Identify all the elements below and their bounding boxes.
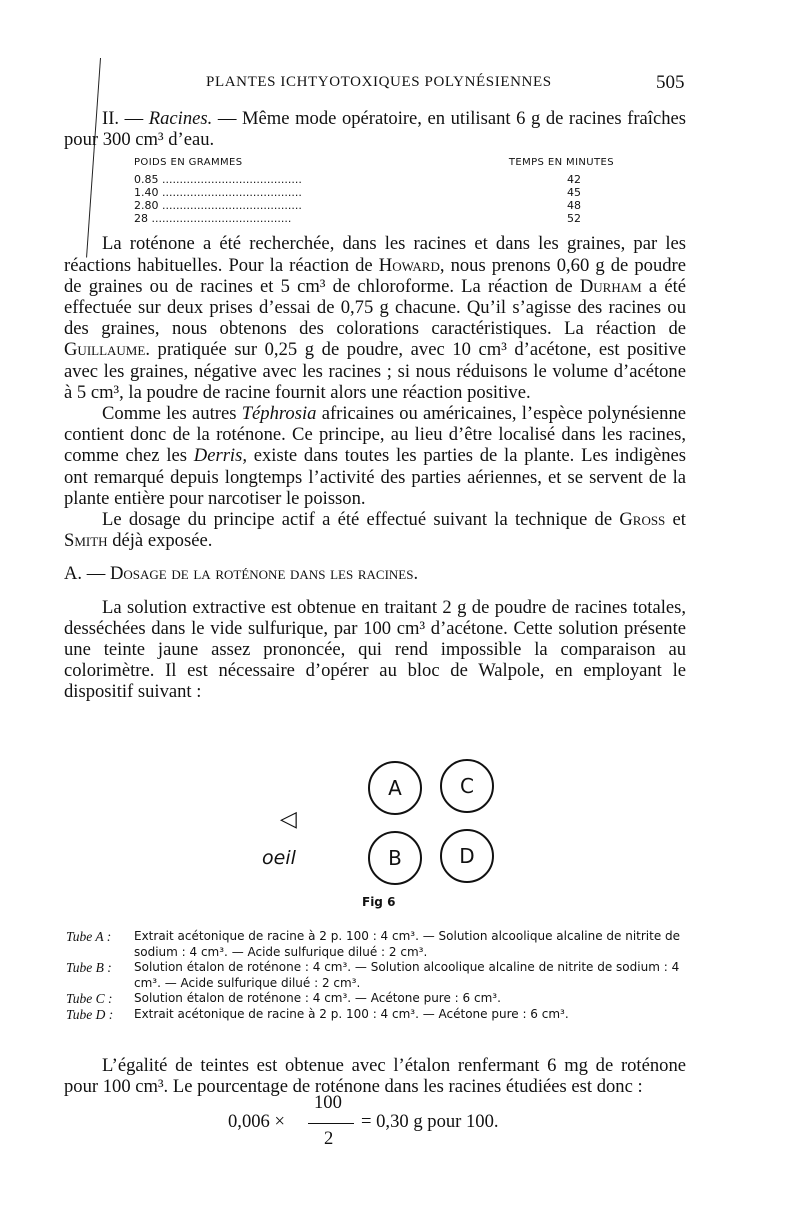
section-a-title: Dosage de la roténone dans les racines. (109, 563, 419, 585)
column-header-time: TEMPS EN MINUTES (508, 157, 614, 169)
section-ii-text: — Même mode opératoire, en utilisant 6 g de racines fraîches pour 300 cm³ d’eau. (64, 108, 686, 151)
taxon-derris: Derris, (193, 445, 247, 467)
time-cell: 48 (567, 199, 581, 213)
weight-cell: 2.80 (134, 199, 159, 213)
section-number: II. — (102, 108, 149, 129)
formula-denominator: 2 (324, 1128, 334, 1149)
table-row: 2.80 ........................................ 48 (134, 199, 604, 212)
paragraph-result: L’égalité de teintes est obtenue avec l’étalon renfermant 6 mg de roténone pour 100 cm³. Le pourcentage de roténone dans les racines étudiées est donc : (64, 1054, 686, 1097)
fraction-bar (308, 1123, 354, 1124)
author-howard: Howard (378, 254, 440, 276)
section-heading: Racines. (148, 108, 213, 129)
figure-legend (66, 929, 696, 1022)
figure-caption: Fig 6 (362, 895, 396, 909)
table-header (134, 156, 614, 169)
legend-item: Tube D : Extrait acétonique de racine à 2 p. 100 : 4 cm³. — Acétone pure : 6 cm³. (66, 1006, 569, 1022)
running-header (0, 72, 800, 100)
formula-factor: 0,006 × (228, 1111, 285, 1132)
table-row: 1.40 ........................................ 45 (134, 186, 604, 199)
eye-icon: ◁ (280, 807, 297, 832)
legend-item: Tube C : Solution étalon de roténone : 4 cm³. — Acétone pure : 6 cm³. (66, 991, 501, 1006)
tube-b-circle: B (368, 831, 422, 885)
author-smith: Smith (64, 530, 108, 552)
tube-a-circle: A (368, 761, 422, 815)
author-guillaume: Guillaume (64, 339, 146, 361)
time-cell: 52 (567, 212, 581, 226)
main-text (64, 108, 686, 703)
taxon-tephrosia: Téphrosia (241, 403, 317, 425)
paragraph-extraction: La solution extractive est obtenue en traitant 2 g de poudre de racines totales, desséchées dans le vide sulfurique, par 100 cm³ d’acétone. Cette solution présente une teinte jaune assez prononcée, qui rend impossible la comparaison au colorimètre. Il est nécessaire d’opérer au bloc de Walpole, en employant le dispositif suivant : (64, 596, 686, 703)
formula-result: = 0,30 g pour 100. (361, 1111, 499, 1132)
paragraph-tephrosia: Comme les autres Téphrosia africaines ou américaines, l’espèce polynésienne contient donc de la roténone. Ce principe, au lieu d’être localisé dans les racines, comme chez les Derris, existe dans toutes les parties de la plante. Les indigènes ont remarqué depuis longtemps l’activité des parties aériennes, et se servent de la plante entière pour narcotiser le poisson. (64, 403, 687, 509)
rotenone-formula (228, 1092, 548, 1162)
time-cell: 42 (567, 173, 581, 187)
toxicity-table (134, 156, 614, 226)
section-ii-paragraph (64, 108, 686, 150)
page-number: 505 (656, 72, 685, 93)
tube-c-circle: C (440, 759, 494, 813)
weight-cell: 28 (134, 212, 148, 226)
paragraph-reactions: La roténone a été recherchée, dans les racines et dans les graines, par les réactions habituelles. Pour la réaction de Howard, nous prenons 0,60 g de poudre de graines ou de racines et 5 cm³ de chloroforme. La réaction de Durham a été effectuée sur deux prises d’essai de 0,75 g chacune. Qu’il s’agisse des racines ou des graines, nous obtenons des colorations caractéristiques. La réaction de Guillaume. pratiquée sur 0,25 g de poudre, avec 10 cm³ d’acétone, est positive avec les graines, négative avec les racines ; si nous réduisons le volume d’acétone à 5 cm³, la poudre de racine fournit alors une réaction positive. (64, 233, 686, 403)
section-a-heading: A. — Dosage de la roténone dans les racines. (64, 563, 419, 585)
weight-cell: 1.40 (134, 186, 159, 200)
table-row: 0.85 ........................................ 42 (134, 173, 604, 186)
legend-item: Tube B : Solution étalon de roténone : 4 cm³. — Solution alcoolique alcaline de nitrite de sodium : 4 cm³. — Acide sulfurique dilué : 2 cm³. (66, 960, 680, 990)
figure-walpole-block (260, 755, 520, 915)
running-title: PLANTES ICHTYOTOXIQUES POLYNÉSIENNES (206, 74, 552, 90)
weight-cell: 0.85 (134, 173, 159, 187)
table-row: 28 ........................................ 52 (134, 212, 604, 225)
author-durham: Durham (579, 275, 642, 297)
formula-numerator: 100 (314, 1092, 342, 1113)
tube-d-circle: D (440, 829, 494, 883)
legend-item: Tube A : Extrait acétonique de racine à 2 p. 100 : 4 cm³. — Solution alcoolique alcaline de nitrite de sodium : 4 cm³. — Acide sulfurique dilué : 2 cm³. (66, 929, 681, 959)
time-cell: 45 (567, 186, 581, 200)
eye-label: oeil (262, 847, 296, 869)
paragraph-dosage: Le dosage du principe actif a été effectué suivant la technique de Gross et Smith déjà exposée. (64, 509, 686, 552)
author-gross: Gross (619, 509, 666, 531)
column-header-weight: POIDS EN GRAMMES (134, 157, 243, 169)
